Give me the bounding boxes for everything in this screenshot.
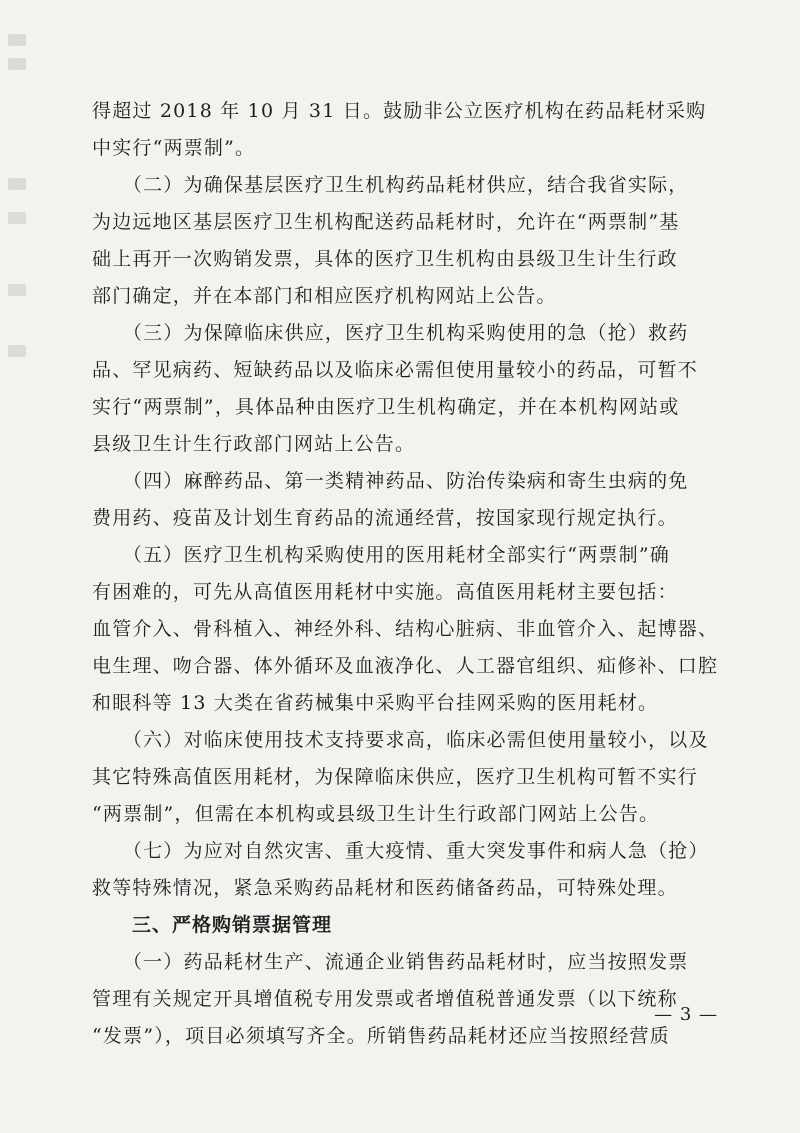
text-line: （六）对临床使用技术支持要求高，临床必需但使用量较小，以及 [92,729,709,751]
text-line: 电生理、吻合器、体外循环及血液净化、人工器官组织、疝修补、口腔 [92,655,719,677]
text-line: 有困难的，可先从高值医用耗材中实施。高值医用耗材主要包括： [92,581,678,603]
text-line: 中实行“两票制”。 [92,137,256,159]
binding-margin [0,0,34,1133]
text-line: 和眼科等 13 大类在省药械集中采购平台挂网采购的医用耗材。 [92,692,659,714]
text-line: 得超过 2018 年 10 月 31 日。鼓励非公立医疗机构在药品耗材采购 [92,100,707,122]
text-line: 其它特殊高值医用耗材，为保障临床供应，医疗卫生机构可暂不实行 [92,766,699,788]
text-line: 为边远地区基层医疗卫生机构配送药品耗材时，允许在“两票制”基 [92,211,680,233]
text-line: 部门确定，并在本部门和相应医疗机构网站上公告。 [92,285,557,307]
text-line: （五）医疗卫生机构采购使用的医用耗材全部实行“两票制”确 [92,544,670,566]
binding-mark [8,212,26,224]
section-heading: 三、严格购销票据管理 [92,914,333,936]
binding-mark [8,284,26,296]
text-line: （四）麻醉药品、第一类精神药品、防治传染病和寄生虫病的免 [92,470,689,492]
text-line: 品、罕见病药、短缺药品以及临床必需但使用量较小的药品，可暂不 [92,359,699,381]
text-line: 管理有关规定开具增值税专用发票或者增值税普通发票（以下统称 [92,988,678,1010]
binding-mark [8,34,26,46]
binding-mark [8,178,26,190]
text-line: 血管介入、骨科植入、神经外科、结构心脏病、非血管介入、起博器、 [92,618,719,640]
text-line: （七）为应对自然灾害、重大疫情、重大突发事件和病人急（抢） [92,840,709,862]
text-line: “两票制”，但需在本机构或县级卫生计生行政部门网站上公告。 [92,803,660,825]
text-line: （三）为保障临床供应，医疗卫生机构采购使用的急（抢）救药 [92,322,689,344]
text-line: 救等特殊情况，紧急采购药品耗材和医药储备药品，可特殊处理。 [92,877,678,899]
text-line: 础上再开一次购销发票，具体的医疗卫生机构由县级卫生计生行政 [92,248,678,270]
text-line: 费用药、疫苗及计划生育药品的流通经营，按国家现行规定执行。 [92,507,678,529]
text-line: “发票”），项目必须填写齐全。所销售药品耗材还应当按照经营质 [92,1025,670,1047]
binding-mark [8,58,26,70]
text-line: 实行“两票制”，具体品种由医疗卫生机构确定，并在本机构网站或 [92,396,680,418]
binding-mark [8,345,26,357]
text-line: （一）药品耗材生产、流通企业销售药品耗材时，应当按照发票 [92,951,689,973]
text-line: （二）为确保基层医疗卫生机构药品耗材供应，结合我省实际， [92,174,689,196]
document-body [92,93,719,1055]
text-line: 县级卫生计生行政部门网站上公告。 [92,433,416,455]
page-number: — 3 — [654,1004,718,1025]
